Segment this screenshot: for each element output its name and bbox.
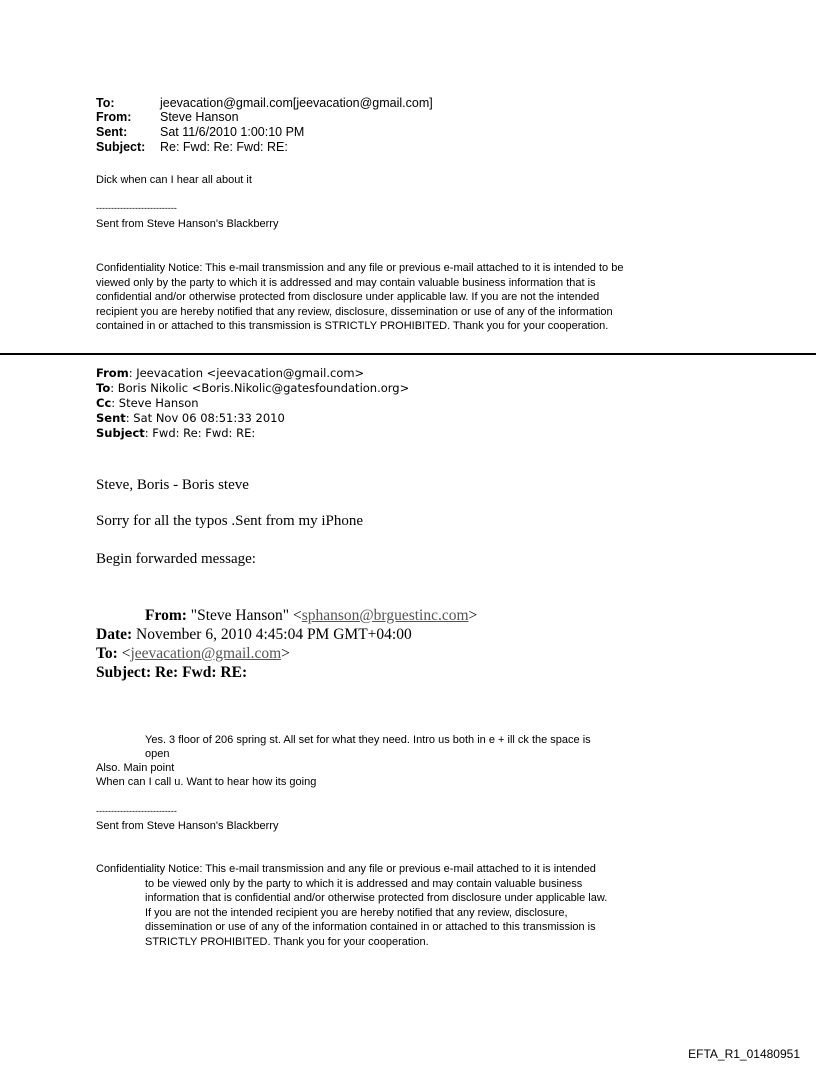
subject-label: Subject: <box>96 140 146 154</box>
fwd-subject-row <box>96 663 247 682</box>
sent-value: : Sat Nov 06 08:51:33 2010 <box>125 411 285 425</box>
email1-sig-line: --------------------------- <box>96 203 177 213</box>
fwd-to-open: < <box>117 645 131 662</box>
to-value: jeevacation@gmail.com[jeevacation@gmail.com] <box>160 96 433 110</box>
to-label: To <box>96 381 111 395</box>
fwd-body-line3: Also. Main point <box>96 762 175 774</box>
fwd-from-name: "Steve Hanson" < <box>186 607 302 624</box>
email2-line1: Steve, Boris - Boris steve <box>96 477 249 493</box>
fwd-subject-label: Subject: Re: Fwd: RE: <box>96 664 248 681</box>
email2-from-row <box>96 366 364 381</box>
email1-signature: Sent from Steve Hanson's Blackberry <box>96 218 279 230</box>
fwd-from-email-link[interactable]: sphanson@brguestinc.com <box>301 607 469 624</box>
fwd-date-label: Date: <box>96 626 133 643</box>
conf-line: Confidentiality Notice: This e-mail transmission and any file or previous e-mail attached to it is intended to be <box>96 262 624 274</box>
subject-value: Re: Fwd: Re: Fwd: RE: <box>160 140 288 154</box>
fwd-from-row <box>145 606 477 625</box>
fwd-signature: Sent from Steve Hanson's Blackberry <box>96 820 279 832</box>
conf-line: viewed only by the party to which it is addressed and may contain valuable business information that is <box>96 276 596 289</box>
email1-confidentiality-notice <box>96 261 736 334</box>
from-value: : Jeevacation <jeevacation@gmail.com> <box>128 366 365 380</box>
from-value: Steve Hanson <box>160 110 239 124</box>
sent-label: Sent <box>96 411 126 425</box>
conf-line: contained in or attached to this transmission is STRICTLY PROHIBITED. Thank you for your cooperation. <box>96 320 609 333</box>
email2-line3: Begin forwarded message: <box>96 551 256 567</box>
from-label: From <box>96 366 129 380</box>
fwd-confidentiality-notice <box>96 862 736 950</box>
fwd-from-close: > <box>468 607 478 624</box>
email1-body: Dick when can I hear all about it <box>96 174 252 186</box>
fwd-to-label: To: <box>96 645 118 662</box>
email2-sent-row <box>96 411 285 426</box>
email2-line2: Sorry for all the typos .Sent from my iPhone <box>96 513 364 529</box>
email2-to-row <box>96 381 409 396</box>
conf-line: to be viewed only by the party to which it is addressed and may contain valuable business <box>145 877 583 890</box>
fwd-body-line2: open <box>145 748 170 760</box>
conf-line: information that is confidential and/or otherwise protected from disclosure under applicable law. <box>145 892 608 905</box>
to-value: : Boris Nikolic <Boris.Nikolic@gatesfoundation.org> <box>110 381 410 395</box>
email2-subject-row <box>96 426 255 441</box>
fwd-to-close: > <box>281 645 290 662</box>
fwd-from-label: From: <box>145 607 187 624</box>
conf-line: STRICTLY PROHIBITED. Thank you for your cooperation. <box>145 935 429 948</box>
from-label: From: <box>96 110 132 124</box>
cc-label: Cc <box>96 396 112 410</box>
to-label: To: <box>96 96 115 110</box>
divider <box>0 353 816 355</box>
email2-cc-row <box>96 396 199 411</box>
document-id: EFTA_R1_01480951 <box>688 1047 800 1061</box>
conf-line: Confidentiality Notice: This e-mail transmission and any file or previous e-mail attached to it is intended <box>96 863 596 875</box>
conf-line: confidential and/or otherwise protected from disclosure under applicable law. If you are not the intended <box>96 291 600 304</box>
sent-label: Sent: <box>96 125 128 139</box>
sent-value: Sat 11/6/2010 1:00:10 PM <box>160 125 305 139</box>
fwd-date-row <box>96 625 412 644</box>
conf-line: dissemination or use of any of the information contained in or attached to this transmission is <box>145 921 596 934</box>
fwd-date-value: November 6, 2010 4:45:04 PM GMT+04:00 <box>132 626 412 643</box>
conf-line: recipient you are hereby notified that any review, disclosure, dissemination or use of any of the information <box>96 305 613 318</box>
cc-value: : Steve Hanson <box>111 396 199 410</box>
fwd-sig-line: --------------------------- <box>96 806 177 816</box>
fwd-to-row <box>96 644 290 663</box>
subject-value: : Fwd: Re: Fwd: RE: <box>144 426 256 440</box>
fwd-body-line1: Yes. 3 floor of 206 spring st. All set for what they need. Intro us both in e + ill ck the space is <box>145 734 591 746</box>
fwd-body-line4: When can I call u. Want to hear how its going <box>96 776 317 788</box>
fwd-to-email-link[interactable]: jeevacation@gmail.com <box>130 645 282 662</box>
conf-line: If you are not the intended recipient you are hereby notified that any review, disclosure, <box>145 906 568 919</box>
subject-label: Subject <box>96 426 145 440</box>
